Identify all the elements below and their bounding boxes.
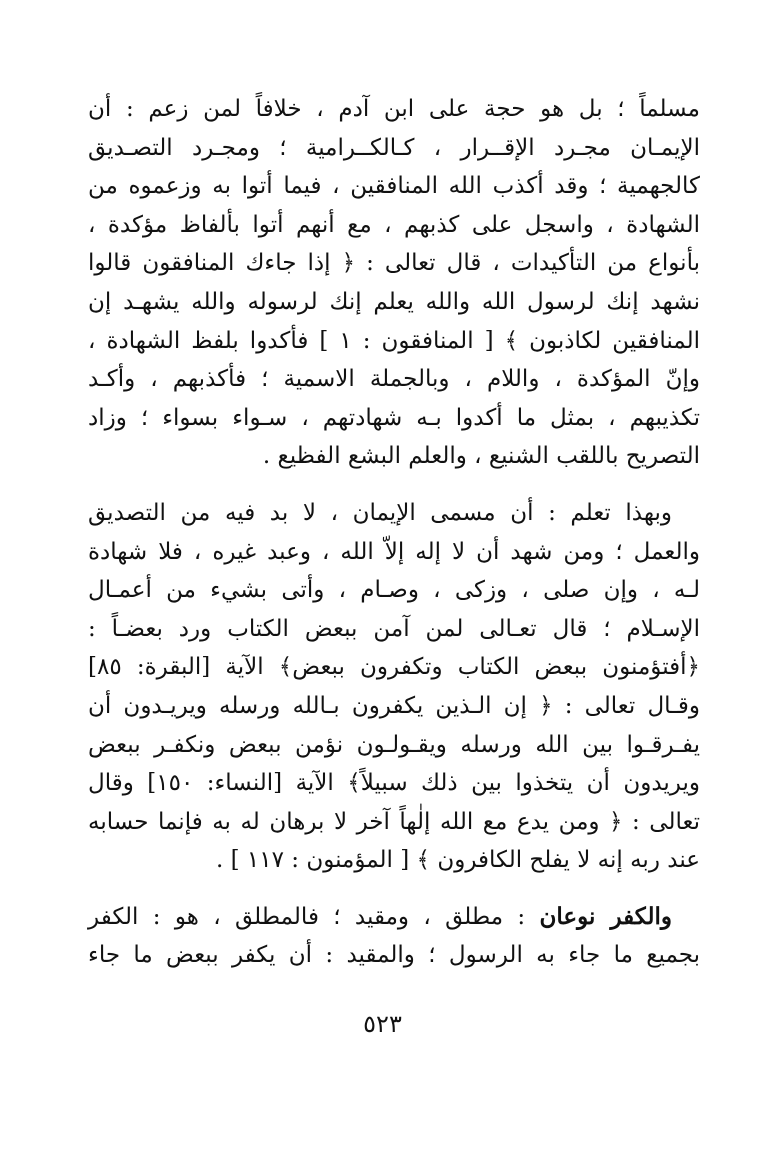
paragraph-2 [88, 494, 700, 880]
text-line: والعمل ؛ ومن شهد أن لا إله إلاّ الله ، وعبد غيره ، فلا شهادة [88, 538, 700, 565]
text-line: الشهادة ، واسجل على كذبهم ، مع أنهم أتوا بألفاظ مؤكدة ، [88, 211, 700, 238]
text-line: تعالى : ﴿ ومن يدع مع الله إلٰهاً آخر لا برهان له به فإنما حسابه [88, 808, 700, 835]
paragraph-1 [88, 90, 700, 476]
text-line: لـه ، وإن صلى ، وزكى ، وصـام ، وأتى بشيء من أعمـال [88, 577, 700, 604]
text-line: المنافقين لكاذبون ﴾ [ المنافقون : ١ ] فأكدوا بلفظ الشهادة ، [88, 327, 701, 354]
text-line: نشهد إنك لرسول الله والله يعلم إنك لرسوله والله يشهـد إن [88, 288, 700, 315]
paragraph-3 [88, 898, 700, 975]
text-line: بجميع ما جاء به الرسول ؛ والمقيد : أن يكفر ببعض ما جاء [88, 942, 700, 969]
text-line [88, 898, 700, 937]
text-line: مسلماً ؛ بل هو حجة على ابن آدم ، خلافاً لمن زعم : أن [88, 96, 700, 122]
page-body [88, 90, 700, 975]
text-segment: : مطلق ، ومقيد ؛ فالمطلق ، هو : الكفر [88, 903, 540, 930]
text-line: ويريدون أن يتخذوا بين ذلك سبيلاً﴾ الآية [النساء: ١٥٠] وقال [88, 770, 700, 797]
text-line: عند ربه إنه لا يفلح الكافرون ﴾ [ المؤمنون : ١١٧ ] . [216, 847, 700, 874]
text-line: الإسـلام ؛ قال تعـالى لمن آمن ببعض الكتاب ورد بعضـاً : [88, 615, 700, 642]
text-line: كالجهمية ؛ وقد أكذب الله المنافقين ، فيما أتوا به وزعموه من [88, 173, 700, 200]
text-line: وبهذا تعلم : أن مسمى الإيمان ، لا بد فيه من التصديق [88, 499, 672, 526]
text-line: التصريح باللقب الشنيع ، والعلم البشع الفظيع . [262, 443, 700, 470]
text-line: الإيمـان مجـرد الإقــرار ، كـالكــرامية ؛ ومجـرد التصـديق [88, 134, 700, 161]
text-line: وإنّ المؤكدة ، واللام ، وبالجملة الاسمية ؛ فأكذبهم ، وأكـد [88, 366, 700, 393]
text-line: تكذيبهم ، بمثل ما أكدوا بـه شهادتهم ، سـواء بسواء ؛ وزاد [88, 404, 700, 431]
text-line: وقـال تعالى : ﴿ إن الـذين يكفرون بـالله ورسله ويريـدون أن [88, 692, 700, 719]
text-line: يفـرقـوا بين الله ورسله ويقـولـون نؤمن ببعض ونكفـر ببعض [88, 731, 700, 758]
text-line: بأنواع من التأكيدات ، قال تعالى : ﴿ إذا جاءك المنافقون قالوا [88, 250, 700, 277]
page-number: ٥٢٣ [363, 1010, 402, 1038]
text-line: ﴿أفتؤمنون ببعض الكتاب وتكفرون ببعض﴾ الآية [البقرة: ٨٥] [88, 654, 700, 681]
section-lead-term: والكفر نوعان [539, 902, 672, 930]
